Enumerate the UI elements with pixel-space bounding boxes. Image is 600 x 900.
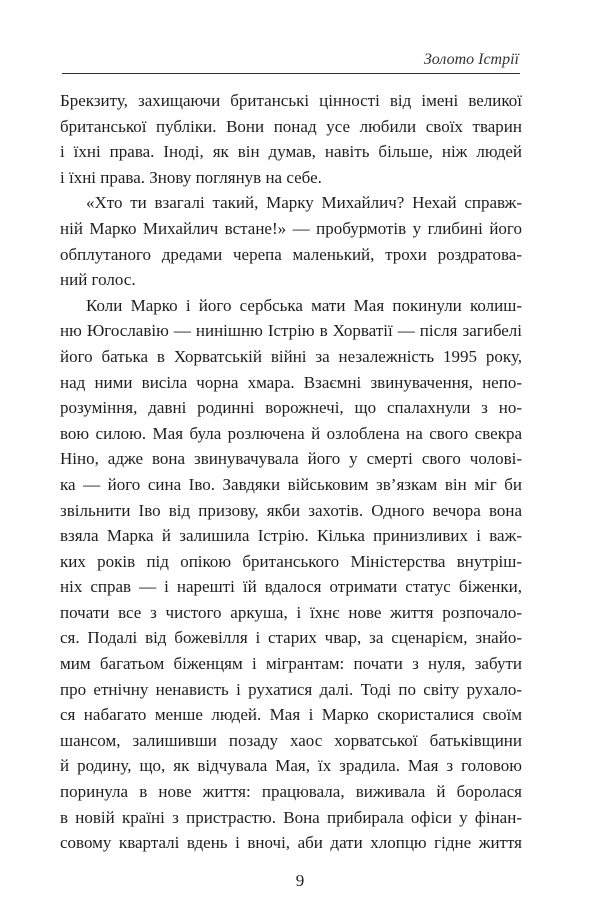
text-line: ніх справ — і нарешті їй вдалося отримати статус біженки,	[60, 577, 522, 597]
text-line: шансом, залишивши позаду хаос хорватської батьківщини	[60, 730, 522, 750]
body-text	[60, 0, 522, 856]
text-line: ка — його сина Іво. Завдяки військовим зв’язкам він міг би	[60, 474, 522, 494]
text-line: вою силою. Мая була розлючена й озлоблена на свого свекра	[60, 423, 522, 443]
paragraph	[60, 88, 522, 190]
text-line: поринула в нове життя: працювала, виживала й боролася	[60, 782, 522, 802]
text-line: розуміння, давні родинні ворожнечі, що спалахнули з но-	[60, 398, 522, 418]
text-line: ких років під опікою британського Міністерства внутріш-	[60, 551, 522, 571]
page-number: 9	[295, 870, 305, 890]
text-line: про етнічну ненависть і рухатися далі. Тоді по світу рухало-	[60, 679, 522, 699]
text-line: Брекзиту, захищаючи британські цінності від імені великої	[60, 91, 522, 110]
text-line: британської публіки. Вони понад усе любили своїх тварин	[60, 116, 522, 136]
text-line: совому кварталі вдень і вночі, аби дати хлопцю гідне життя	[60, 833, 522, 853]
paragraph	[60, 293, 522, 856]
text-line: ній Марко Михайлич встане!» — пробурмотів у глибині його	[60, 218, 522, 238]
text-line: ся. Подалі від божевілля і старих чвар, за сценарієм, знайо-	[60, 628, 522, 648]
running-head: Золото Істрії	[423, 51, 519, 68]
text-line: «Хто ти взагалі такий, Марку Михайлич? Нехай справж-	[86, 193, 522, 213]
text-line: звільнити Іво від призову, якби захотів. Одного вечора вона	[60, 500, 522, 520]
text-line: Ніно, адже вона звинувачувала його у смерті свого чолові-	[60, 449, 522, 469]
text-line: ню Югославію — нинішню Істрію в Хорватії — після загибелі	[60, 321, 522, 341]
text-line: ся набагато менше людей. Мая і Марко скористалися своїм	[60, 705, 522, 725]
text-line: його батька в Хорватській війні за незалежність 1995 року,	[60, 346, 522, 366]
text-line: і їхні права. Знову поглянув на себе.	[60, 167, 322, 187]
text-line: почати все з чистого аркуша, і їхнє нове життя розпочало-	[60, 602, 522, 622]
text-line: і їхні права. Іноді, як він думав, навіть більше, ніж людей	[60, 142, 522, 162]
text-line: в новій країні з пристрастю. Вона прибирала офіси у фінан-	[60, 807, 522, 827]
text-line: над ними висіла чорна хмара. Взаємні звинувачення, непо-	[60, 372, 522, 392]
text-line: ний голос.	[60, 270, 136, 290]
text-line: Коли Марко і його сербська мати Мая покинули колиш-	[86, 295, 522, 315]
text-line: й родину, що, як відчувала Мая, їх зрадила. Мая з головою	[60, 756, 522, 776]
text-line: взяла Марка й залишила Істрію. Кілька принизливих і важ-	[60, 526, 522, 546]
text-line: мим багатьом біженцям і мігрантам: почати з нуля, забути	[60, 654, 522, 674]
text-line: обплутаного дредами черепа маленький, трохи роздратова-	[60, 244, 522, 264]
paragraph	[60, 190, 522, 292]
